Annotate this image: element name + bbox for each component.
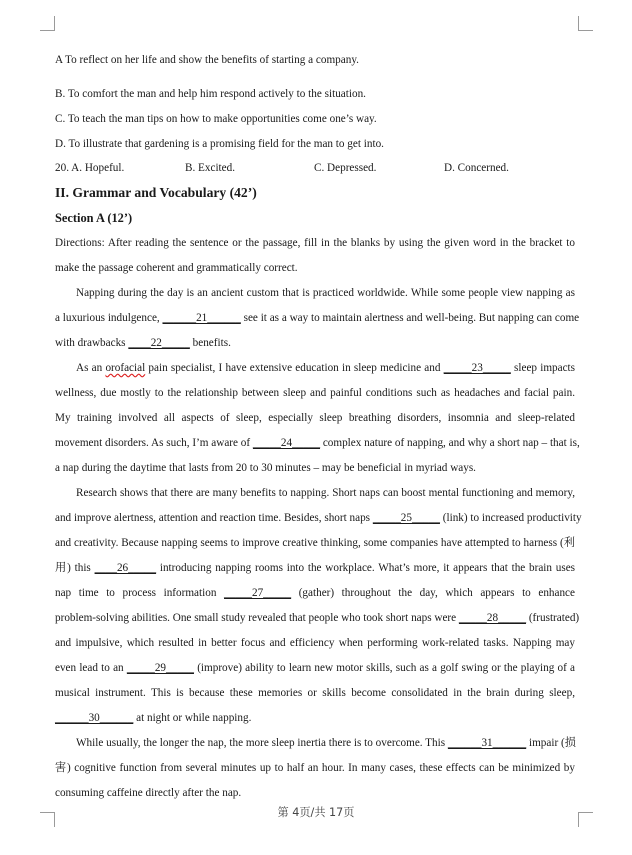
blank-27: _____27_____ [224, 587, 292, 599]
blank-30: ______30______ [55, 712, 134, 724]
para2-line-3: My training involved all aspects of sleep, especially sleep breathing disorders, insomnia and sleep-related [55, 412, 575, 424]
para3-line-6: problem-solving abilities. One small study revealed that people who took short naps were _____28_____ (frustrated) [55, 612, 580, 624]
page-footer: 第 4页/共 17页 [277, 806, 355, 819]
q20-option-d: D. Concerned. [444, 162, 509, 174]
para3-line-2: and improve alertness, attention and reaction time. Besides, short naps _____25_____ (link) to increased productivity [55, 512, 582, 524]
directions-line-2: make the passage coherent and grammatically correct. [55, 262, 298, 274]
para1-line-3: with drawbacks ____22_____ benefits. [55, 337, 231, 349]
q19-option-b: B. To comfort the man and help him respond actively to the situation. [55, 88, 366, 100]
para3-line-7: and impulsive, which resulted in better focus and efficiency when performing work-related tasks. Napping may [55, 637, 575, 649]
blank-24: _____24_____ [252, 437, 321, 449]
subsection-heading: Section A (12’) [55, 211, 133, 225]
para4-line-3: consuming caffeine directly after the nap. [55, 787, 242, 799]
para3-line-8: even lead to an _____29_____ (improve) ability to learn new motor skills, such as a golf swing or the playing of a [55, 662, 576, 674]
q20-option-a: 20. A. Hopeful. [55, 162, 125, 174]
blank-28: _____28_____ [458, 612, 527, 624]
blank-29: _____29_____ [126, 662, 194, 674]
para3-line-3: and creativity. Because napping seems to improve creative thinking, some companies have attempted to harness (利 [55, 537, 575, 549]
para4-line-1: While usually, the longer the nap, the more sleep inertia there is to overcome. This ______31______ impair (损 [76, 737, 576, 749]
crop-mark-top-left [40, 16, 55, 31]
para2-line-5: a nap during the daytime that lasts from 20 to 30 minutes – may be beneficial in myriad ways. [55, 462, 476, 474]
para3-line-4: 用) this ____26_____ introducing napping rooms into the workplace. What’s more, it appears that the brain uses [55, 562, 576, 574]
para3-line-10: ______30______ at night or while napping. [55, 712, 252, 724]
q19-option-c: C. To teach the man tips on how to make opportunities come one’s way. [55, 113, 377, 125]
para1-line-2: a luxurious indulgence, ______21______ see it as a way to maintain alertness and well-being. But napping can come [55, 312, 580, 324]
blank-23: _____23_____ [443, 362, 511, 374]
crop-mark-top-right [578, 16, 593, 31]
blank-26: ____26_____ [94, 562, 157, 574]
section-heading: II. Grammar and Vocabulary (42’) [55, 185, 257, 200]
blank-22: ____22_____ [128, 337, 190, 349]
para3-line-1: Research shows that there are many benefits to napping. Short naps can boost mental functioning and memory, [76, 487, 575, 499]
para1-line-1: Napping during the day is an ancient custom that is practiced worldwide. While some people view napping as [76, 287, 575, 299]
blank-21: ______21______ [162, 312, 241, 324]
spelling-flag: orofacial [105, 362, 146, 374]
blank-25: _____25_____ [372, 512, 440, 524]
para3-line-9: musical instrument. This is because these memories or skills become consolidated in the brain during sleep, [55, 687, 575, 699]
q19-option-a: A To reflect on her life and show the benefits of starting a company. [55, 54, 359, 66]
blank-31: ______31______ [447, 737, 527, 749]
para2-line-4: movement disorders. As such, I’m aware of _____24_____ complex nature of napping, and why a short nap – that is, [55, 437, 580, 449]
q20-option-b: B. Excited. [185, 162, 236, 174]
q19-option-d: D. To illustrate that gardening is a promising field for the man to get into. [55, 138, 384, 150]
para2-line-2: wellness, due mostly to the relationship between sleep and painful conditions such as headaches and facial pain. [55, 387, 575, 399]
q20-option-c: C. Depressed. [314, 162, 377, 174]
para3-line-5: nap time to process information _____27_____ (gather) throughout the day, which appears to enhance [55, 587, 575, 599]
directions-line-1: Directions: After reading the sentence or the passage, fill in the blanks by using the given word in the bracket to [55, 237, 575, 249]
para2-line-1: As an orofacial pain specialist, I have extensive education in sleep medicine and _____23_____ sleep impacts [76, 362, 576, 374]
para4-line-2: 害) cognitive function from several minutes up to half an hour. In many cases, these effects can be minimized by [55, 762, 575, 774]
